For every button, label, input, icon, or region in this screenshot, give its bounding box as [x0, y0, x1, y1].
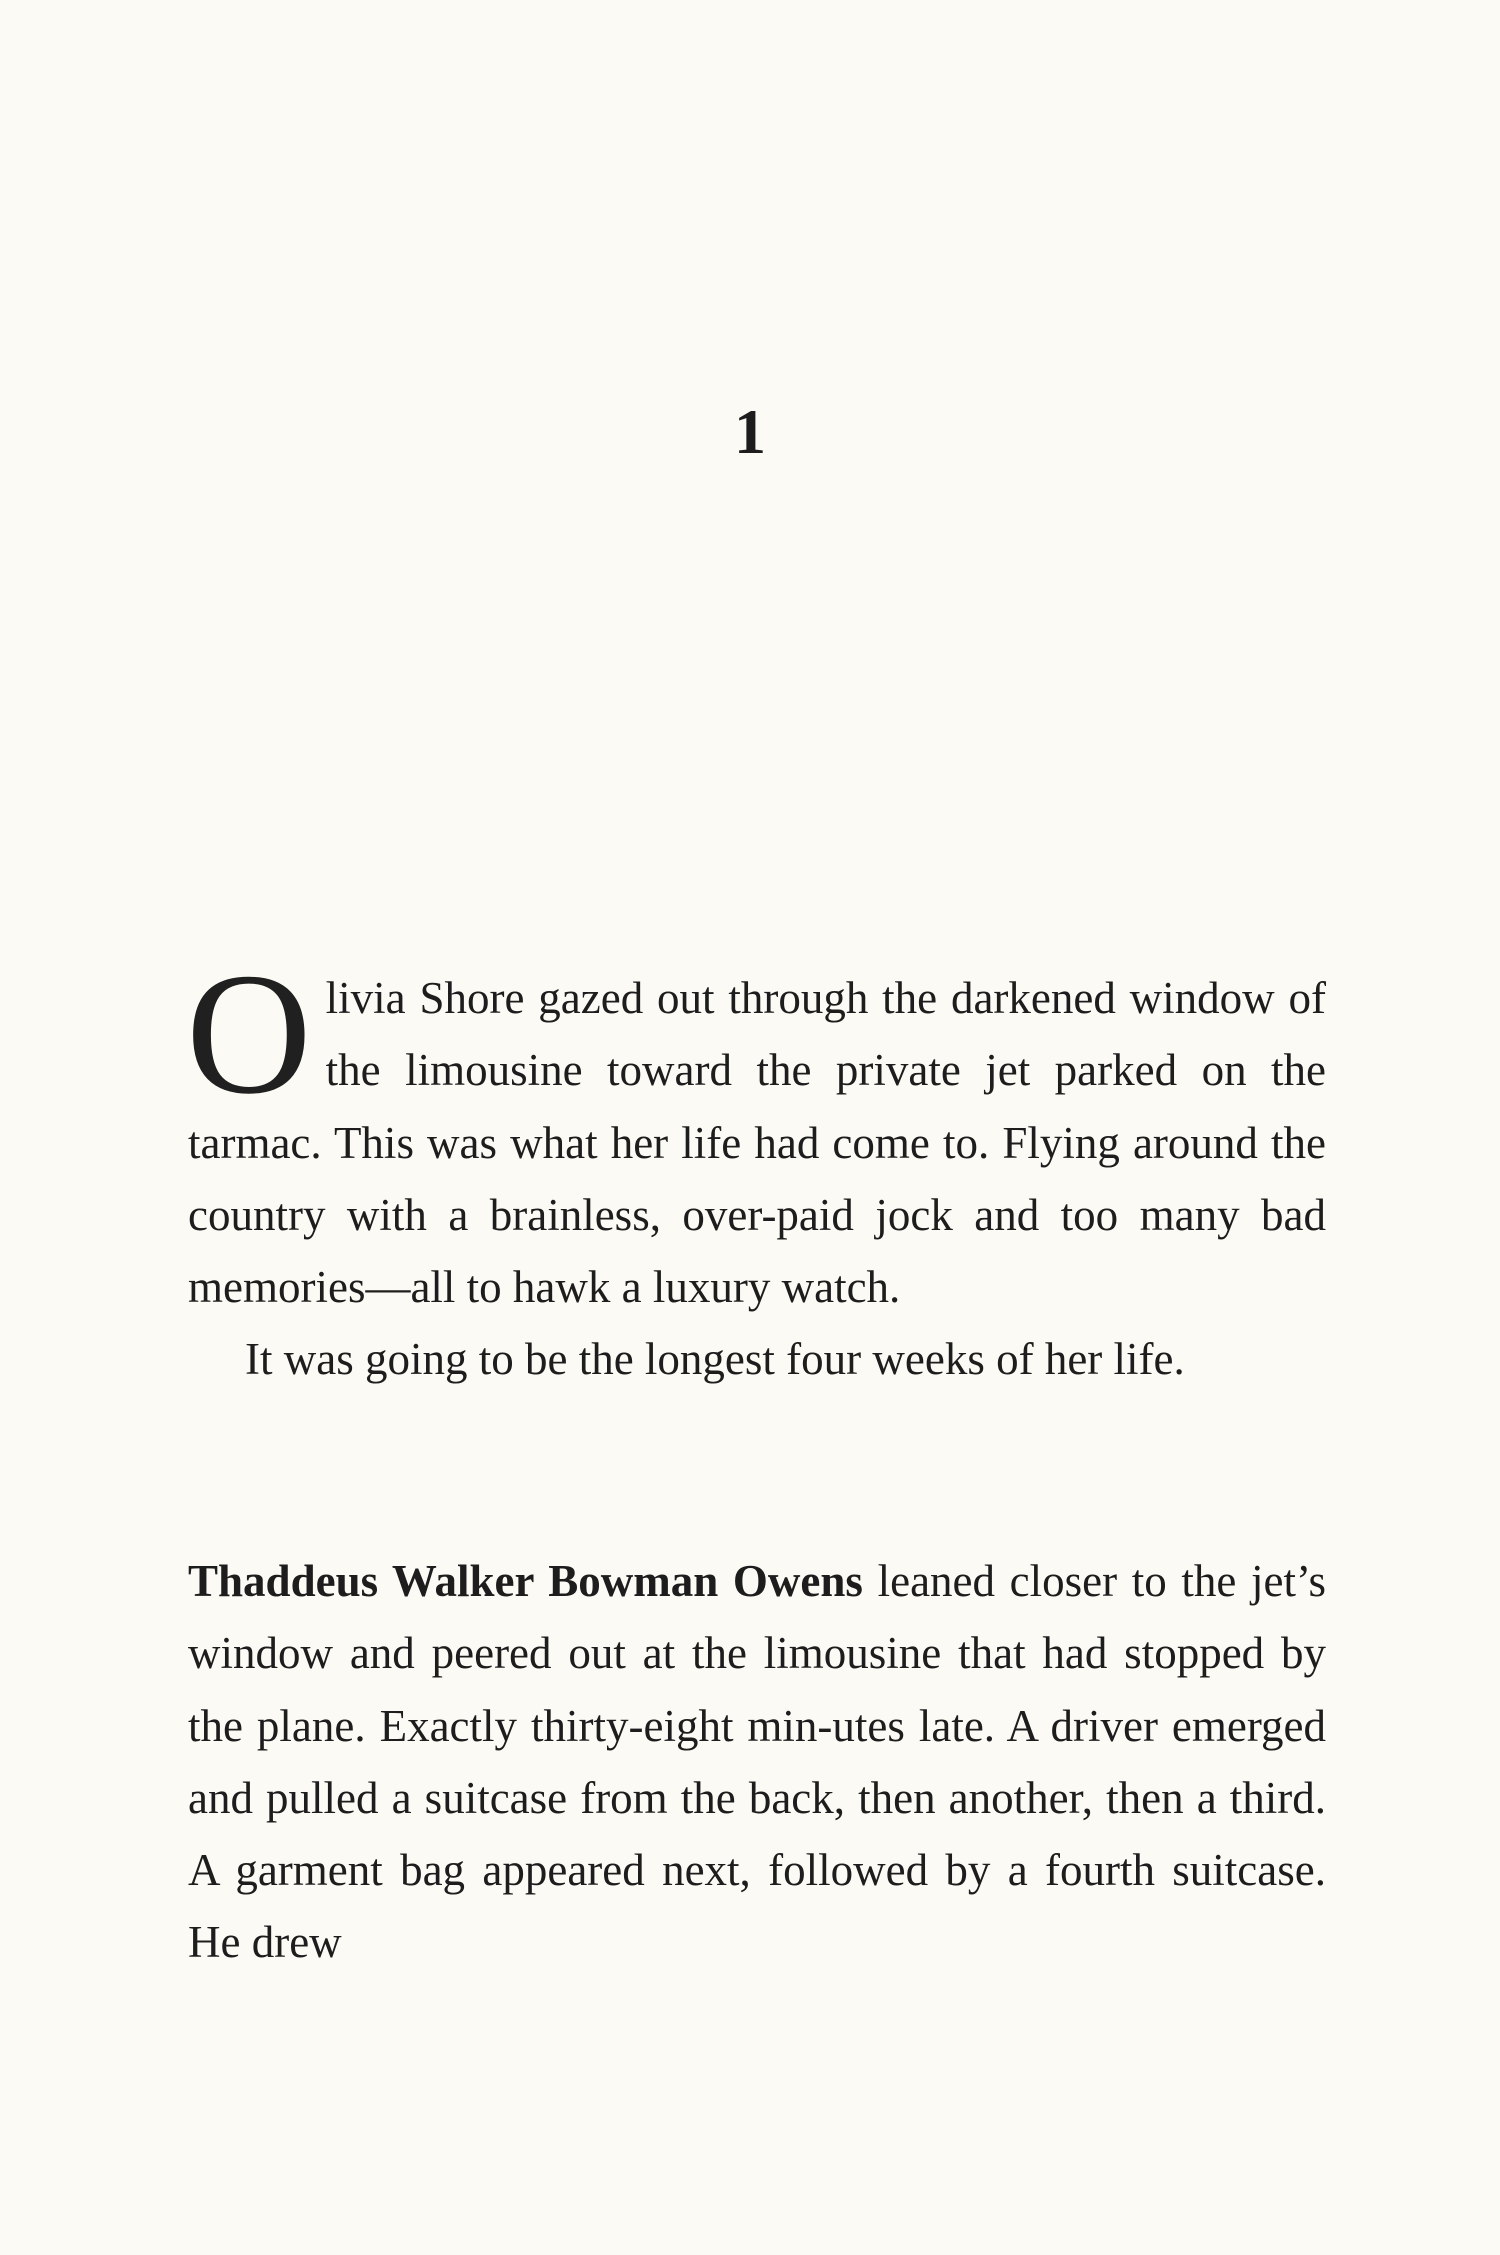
character-name: Thaddeus Walker Bowman Owens [188, 1556, 863, 1606]
section-two [188, 1545, 1326, 1979]
drop-cap: O [186, 937, 312, 1130]
opening-paragraph-text: livia Shore gazed out through the darkened window of the limousine toward the private jet parked on the tarmac. This was what her life had come to. Flying around the country with a brainless, over-paid jock and too many bad memories—all to hawk a luxury watch. [188, 973, 1326, 1313]
section-one [186, 937, 1326, 1396]
chapter-number: 1 [734, 396, 766, 467]
second-paragraph: It was going to be the longest four weeks of her life. [245, 1334, 1185, 1385]
section-two-paragraph [188, 1545, 1326, 1979]
opening-paragraph [186, 937, 1326, 1323]
section-two-text: leaned closer to the jet’s window and peered out at the limousine that had stopped by the plane. Exactly thirty-eight min-utes late. A driver emerged and pulled a suitcase from the back, then another, then a third. A garment bag appeared next, followed by a fourth suitcase. He drew [188, 1556, 1327, 1968]
